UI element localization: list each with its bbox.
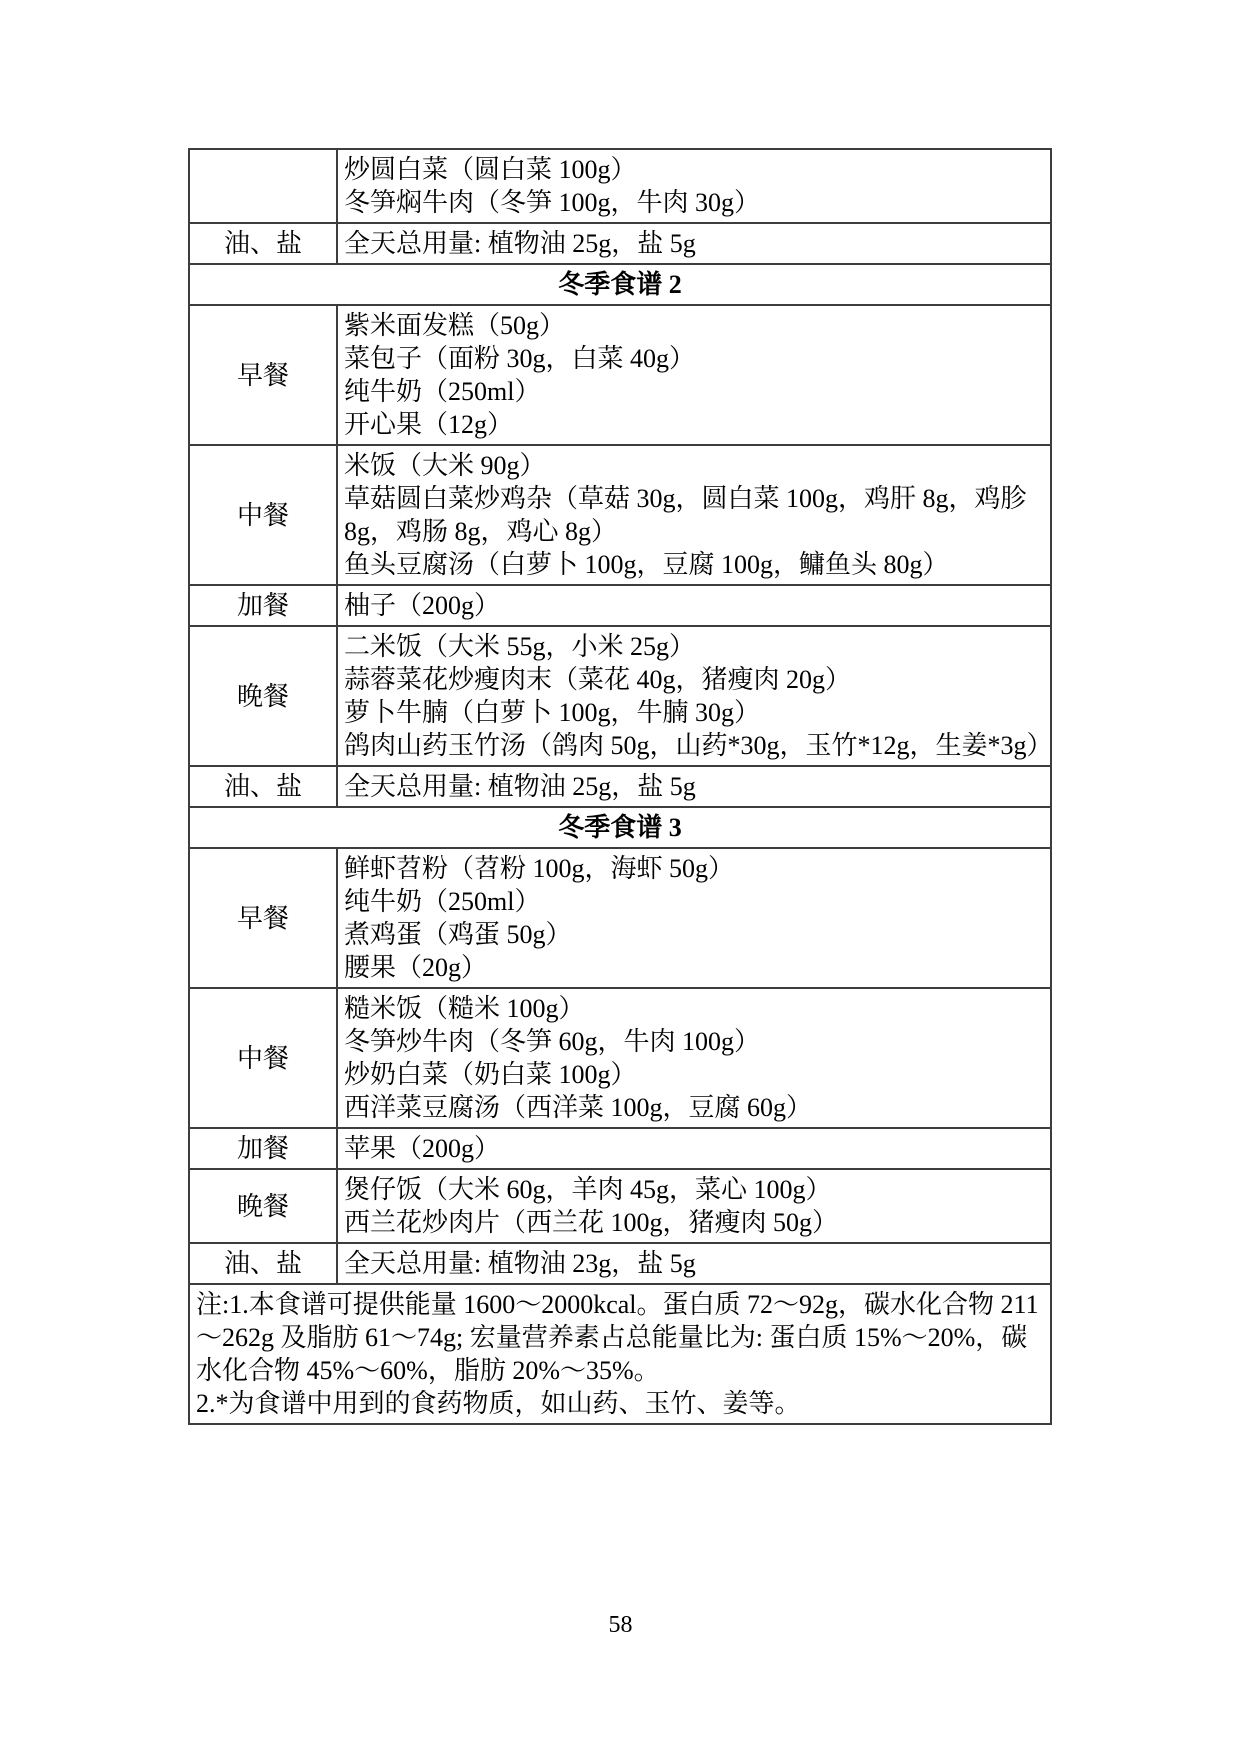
table-row bbox=[189, 1169, 1051, 1243]
meal-item: 西洋菜豆腐汤（西洋菜 100g，豆腐 60g） bbox=[344, 1093, 813, 1122]
table-row bbox=[189, 445, 1051, 585]
meal-items bbox=[337, 305, 1051, 445]
table-row bbox=[189, 766, 1051, 807]
note-cell bbox=[189, 1284, 1051, 1424]
meal-item: 紫米面发糕（50g） bbox=[344, 311, 566, 340]
meal-items bbox=[337, 988, 1051, 1128]
meal-item: 鱼头豆腐汤（白萝卜 100g，豆腐 100g，鳙鱼头 80g） bbox=[344, 550, 949, 579]
meal-item: 炒奶白菜（奶白菜 100g） bbox=[344, 1060, 637, 1089]
meal-item: 西兰花炒肉片（西兰花 100g，猪瘦肉 50g） bbox=[344, 1208, 839, 1237]
meal-item: 全天总用量: 植物油 23g，盐 5g bbox=[344, 1249, 696, 1278]
meal-item: 鲜虾苕粉（苕粉 100g，海虾 50g） bbox=[344, 854, 735, 883]
meal-item: 煮鸡蛋（鸡蛋 50g） bbox=[344, 920, 572, 949]
meal-items bbox=[337, 149, 1051, 223]
table-row bbox=[189, 223, 1051, 264]
meal-item: 纯牛奶（250ml） bbox=[344, 377, 541, 406]
meal-item: 煲仔饭（大米 60g，羊肉 45g，菜心 100g） bbox=[344, 1175, 832, 1204]
table-row bbox=[189, 1243, 1051, 1284]
meal-item: 苹果（200g） bbox=[344, 1134, 501, 1163]
meal-label: 中餐 bbox=[189, 445, 337, 585]
menu-table-body bbox=[189, 149, 1051, 1424]
meal-label: 油、盐 bbox=[189, 223, 337, 264]
meal-label: 晚餐 bbox=[189, 1169, 337, 1243]
meal-item: 全天总用量: 植物油 25g，盐 5g bbox=[344, 772, 696, 801]
meal-items bbox=[337, 1169, 1051, 1243]
meal-label: 加餐 bbox=[189, 585, 337, 626]
table-row bbox=[189, 1128, 1051, 1169]
meal-item: 冬笋焖牛肉（冬笋 100g，牛肉 30g） bbox=[344, 188, 761, 217]
meal-item: 草菇圆白菜炒鸡杂（草菇 30g，圆白菜 100g，鸡肝 8g，鸡胗 8g，鸡肠 8g，鸡心 8g） bbox=[344, 484, 1027, 546]
meal-item: 炒圆白菜（圆白菜 100g） bbox=[344, 155, 637, 184]
meal-item: 米饭（大米 90g） bbox=[344, 451, 546, 480]
section-title: 冬季食谱 2 bbox=[189, 264, 1051, 305]
meal-items bbox=[337, 223, 1051, 264]
meal-items bbox=[337, 445, 1051, 585]
table-row bbox=[189, 848, 1051, 988]
meal-item: 冬笋炒牛肉（冬笋 60g，牛肉 100g） bbox=[344, 1027, 761, 1056]
meal-label: 早餐 bbox=[189, 848, 337, 988]
meal-item: 蒜蓉菜花炒瘦肉末（菜花 40g，猪瘦肉 20g） bbox=[344, 665, 852, 694]
meal-item: 二米饭（大米 55g，小米 25g） bbox=[344, 632, 696, 661]
meal-item: 菜包子（面粉 30g，白菜 40g） bbox=[344, 344, 696, 373]
meal-label: 早餐 bbox=[189, 305, 337, 445]
winter-menu-table bbox=[188, 148, 1052, 1425]
meal-item: 糙米饭（糙米 100g） bbox=[344, 994, 585, 1023]
table-row bbox=[189, 149, 1051, 223]
meal-items bbox=[337, 766, 1051, 807]
meal-item: 纯牛奶（250ml） bbox=[344, 887, 541, 916]
meal-items bbox=[337, 585, 1051, 626]
note-line: 2.*为食谱中用到的食药物质，如山药、玉竹、姜等。 bbox=[196, 1389, 801, 1418]
table-row bbox=[189, 585, 1051, 626]
meal-items bbox=[337, 1128, 1051, 1169]
meal-item: 全天总用量: 植物油 25g，盐 5g bbox=[344, 229, 696, 258]
meal-label: 晚餐 bbox=[189, 626, 337, 766]
note-line: 注:1.本食谱可提供能量 1600～2000kcal。蛋白质 72～92g，碳水化合物 211～262g 及脂肪 61～74g; 宏量营养素占总能量比为: 蛋白质 15%～20%，碳水化合物 45%～60%，脂肪 20%～35%。 bbox=[196, 1290, 1039, 1385]
meal-label bbox=[189, 149, 337, 223]
table-row bbox=[189, 305, 1051, 445]
meal-label: 油、盐 bbox=[189, 1243, 337, 1284]
table-row bbox=[189, 626, 1051, 766]
meal-items bbox=[337, 848, 1051, 988]
meal-label: 中餐 bbox=[189, 988, 337, 1128]
page-number: 58 bbox=[608, 1612, 633, 1638]
section-title: 冬季食谱 3 bbox=[189, 807, 1051, 848]
meal-item: 开心果（12g） bbox=[344, 410, 514, 439]
meal-label: 油、盐 bbox=[189, 766, 337, 807]
meal-label: 加餐 bbox=[189, 1128, 337, 1169]
meal-item: 腰果（20g） bbox=[344, 953, 488, 982]
table-row bbox=[189, 988, 1051, 1128]
table-row bbox=[189, 1284, 1051, 1424]
meal-item: 萝卜牛腩（白萝卜 100g，牛腩 30g） bbox=[344, 698, 761, 727]
meal-item: 鸽肉山药玉竹汤（鸽肉 50g，山药*30g，玉竹*12g，生姜*3g） bbox=[344, 731, 1053, 760]
meal-item: 柚子（200g） bbox=[344, 591, 501, 620]
table-row bbox=[189, 264, 1051, 305]
meal-items bbox=[337, 626, 1051, 766]
table-row bbox=[189, 807, 1051, 848]
meal-items bbox=[337, 1243, 1051, 1284]
